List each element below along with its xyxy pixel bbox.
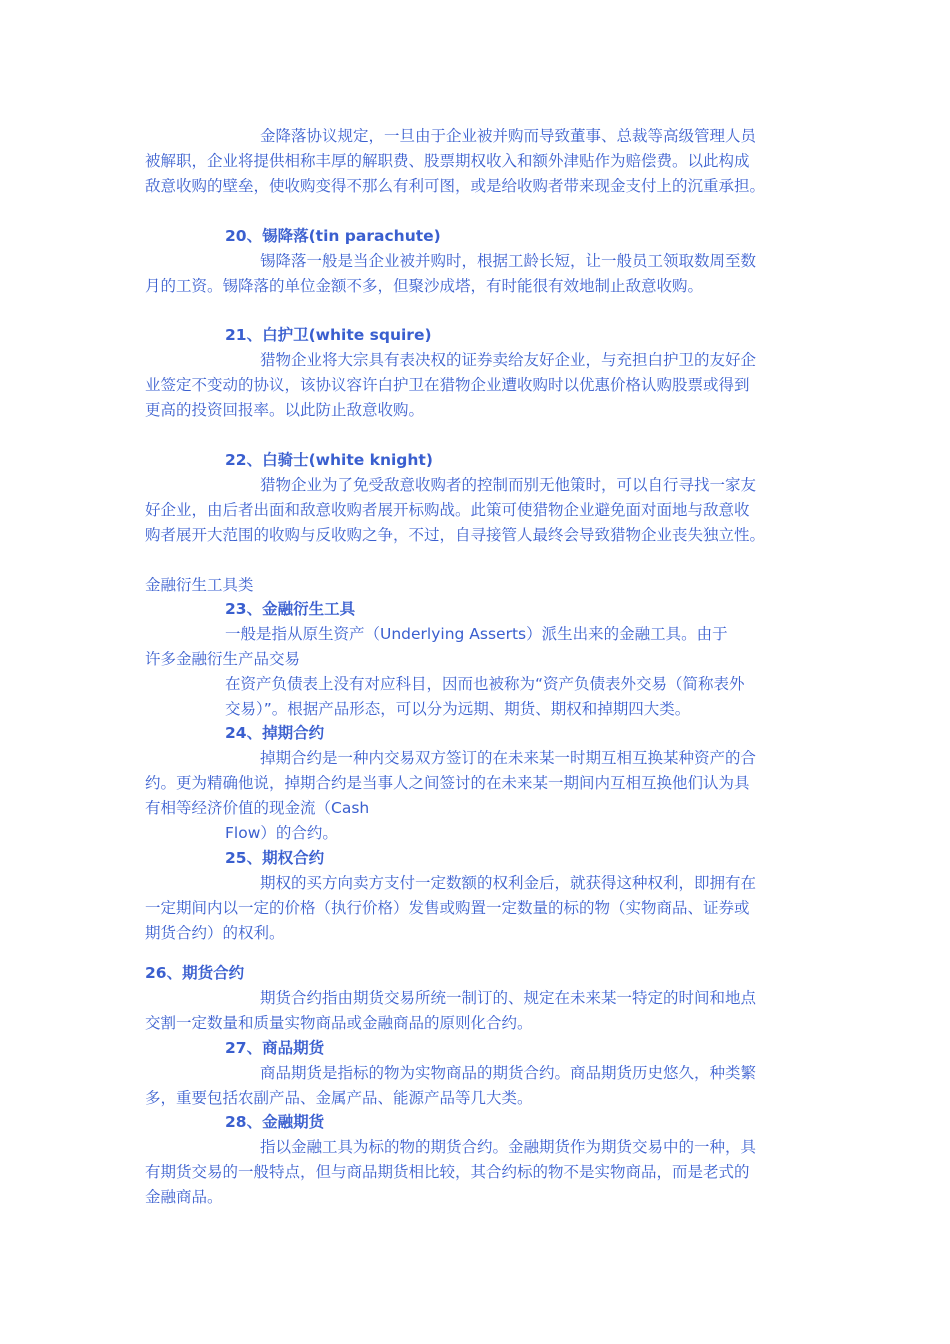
heading-28: 28、金融期货 (225, 1113, 325, 1131)
heading-20: 20、锡降落(tin parachute) (225, 227, 441, 245)
paragraph-line: 交割一定数量和质量实物商品或金融商品的原则化合约。 (145, 1014, 533, 1032)
paragraph-line: 期权的买方向卖方支付一定数额的权利金后，就获得这种权利，即拥有在 (260, 874, 757, 892)
heading-24: 24、掉期合约 (225, 724, 325, 742)
paragraph-line: 被解职，企业将提供相称丰厚的解职费、股票期权收入和额外津贴作为赔偿费。以此构成 (145, 152, 750, 170)
paragraph-line: 更高的投资回报率。以此防止敌意收购。 (145, 401, 425, 419)
paragraph-line: 一般是指从原生资产（Underlying Asserts）派生出来的金融工具。由于 (225, 625, 728, 643)
paragraph-line: 金融商品。 (145, 1188, 223, 1206)
heading-26: 26、期货合约 (145, 964, 245, 982)
heading-25: 25、期权合约 (225, 849, 325, 867)
paragraph-line: 期货合约）的权利。 (145, 924, 285, 942)
paragraph-line: 商品期货是指标的物为实物商品的期货合约。商品期货历史悠久，种类繁 (260, 1064, 757, 1082)
paragraph-line: 猎物企业将大宗具有表决权的证券卖给友好企业，与充担白护卫的友好企 (260, 351, 757, 369)
paragraph-line: 期货合约指由期货交易所统一制订的、规定在未来某一特定的时间和地点 (260, 989, 757, 1007)
paragraph-line: 金降落协议规定，一旦由于企业被并购而导致董事、总裁等高级管理人员 (260, 127, 757, 145)
paragraph-line: 有相等经济价值的现金流（Cash (145, 799, 370, 817)
paragraph-line: 购者展开大范围的收购与反收购之争，不过，自寻接管人最终会导致猎物企业丧失独立性。 (145, 526, 766, 544)
paragraph-line: 敌意收购的壁垒，使收购变得不那么有利可图，或是给收购者带来现金支付上的沉重承担。 (145, 177, 766, 195)
paragraph-line: 约。更为精确他说，掉期合约是当事人之间签讨的在未来某一期间内互相互换他们认为具 (145, 774, 750, 792)
heading-21: 21、白护卫(white squire) (225, 326, 432, 344)
heading-22: 22、白骑士(white knight) (225, 451, 433, 469)
paragraph-line: 交易）”。根据产品形态，可以分为远期、期货、期权和掉期四大类。 (225, 700, 691, 718)
section-title: 金融衍生工具类 (145, 576, 254, 594)
heading-27: 27、商品期货 (225, 1039, 325, 1057)
paragraph-line: 掉期合约是一种内交易双方签订的在未来某一时期互相互换某种资产的合 (260, 749, 757, 767)
heading-23: 23、金融衍生工具 (225, 600, 356, 618)
paragraph-line: Flow）的合约。 (225, 824, 338, 842)
paragraph-line: 一定期间内以一定的价格（执行价格）发售或购置一定数量的标的物（实物商品、证券或 (145, 899, 750, 917)
paragraph-line: 猎物企业为了免受敌意收购者的控制而别无他策时，可以自行寻找一家友 (260, 476, 757, 494)
paragraph-line: 有期货交易的一般特点，但与商品期货相比较，其合约标的物不是实物商品，而是老式的 (145, 1163, 750, 1181)
paragraph-line: 指以金融工具为标的物的期货合约。金融期货作为期货交易中的一种，具 (260, 1138, 757, 1156)
paragraph-line: 许多金融衍生产品交易 (145, 650, 301, 668)
paragraph-line: 锡降落一般是当企业被并购时，根据工龄长短，让一般员工领取数周至数 (260, 252, 757, 270)
paragraph-line: 在资产负债表上没有对应科目，因而也被称为“资产负债表外交易（简称表外 (225, 675, 745, 693)
paragraph-line: 月的工资。锡降落的单位金额不多，但聚沙成塔，有时能很有效地制止敌意收购。 (145, 277, 704, 295)
paragraph-line: 多，重要包括农副产品、金属产品、能源产品等几大类。 (145, 1089, 533, 1107)
paragraph-line: 好企业，由后者出面和敌意收购者展开标购战。此策可使猎物企业避免面对面地与敌意收 (145, 501, 750, 519)
paragraph-line: 业签定不变动的协议，该协议容许白护卫在猎物企业遭收购时以优惠价格认购股票或得到 (145, 376, 750, 394)
